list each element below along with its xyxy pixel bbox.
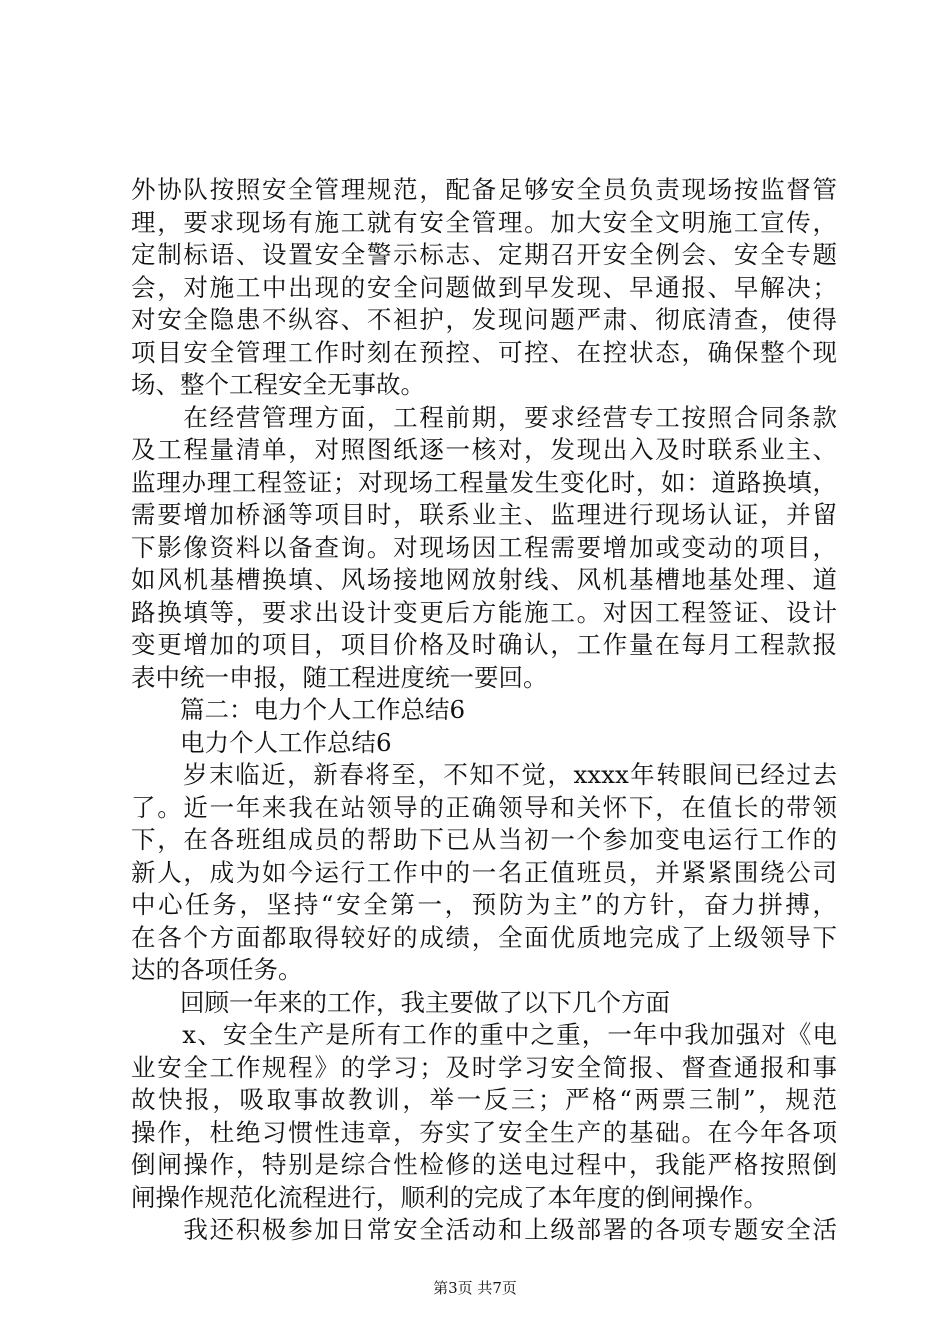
text-line: 故快报，吸取事故教训，举一反三；严格“两票三制”，规范	[131, 1085, 837, 1114]
text-line: 变更增加的项目，项目价格及时确认，工作量在每月工程款报	[131, 630, 837, 659]
text-line: 下，在各班组成员的帮助下已从当初一个参加变电运行工作的	[131, 825, 837, 854]
text-line: 电力个人工作总结6	[131, 727, 392, 757]
text-line: 岁末临近，新春将至，不知不觉，xxxx年转眼间已经过去	[131, 760, 837, 789]
text-line: 理，要求现场有施工就有安全管理。加大安全文明施工宣传，	[131, 207, 837, 237]
text-line: 操作，杜绝习惯性违章，夯实了安全生产的基础。在今年各项	[131, 1117, 837, 1147]
text-line: 路换填等，要求出设计变更后方能施工。对因工程签证、设计	[131, 597, 837, 627]
text-line: 表中统一申报，随工程进度统一要回。	[131, 662, 548, 692]
text-line: 在各个方面都取得较好的成绩，全面优质地完成了上级领导下	[131, 922, 837, 952]
text-line: 对安全隐患不纵容、不袒护，发现问题严肃、彻底清查，使得	[131, 305, 837, 334]
text-line: 下影像资料以备查询。对现场因工程需要增加或变动的项目，	[131, 532, 837, 562]
text-line: 项目安全管理工作时刻在预控、可控、在控状态，确保整个现	[131, 337, 837, 367]
text-line: 需要增加桥涵等项目时，联系业主、监理进行现场认证，并留	[131, 500, 837, 529]
text-line: 业安全工作规程》的学习；及时学习安全简报、督查通报和事	[131, 1052, 837, 1082]
text-line: x、安全生产是所有工作的重中之重，一年中我加强对《电	[131, 1020, 837, 1049]
text-line: 在经营管理方面，工程前期，要求经营专工按照合同条款	[131, 402, 837, 432]
text-line: 回顾一年来的工作，我主要做了以下几个方面	[131, 987, 670, 1017]
text-line: 新人，成为如今运行工作中的一名正值班员，并紧紧围绕公司	[131, 857, 837, 887]
text-line: 场、整个工程安全无事故。	[131, 370, 425, 399]
page-footer: 第3页 共7页	[433, 1279, 517, 1297]
text-line: 了。近一年来我在站领导的正确领导和关怀下，在值长的带领	[131, 792, 837, 822]
text-line: 倒闸操作，特别是综合性检修的送电过程中，我能严格按照倒	[131, 1150, 837, 1179]
text-line: 我还积极参加日常安全活动和上级部署的各项专题安全活	[131, 1215, 837, 1244]
text-line: 及工程量清单，对照图纸逐一核对，发现出入及时联系业主、	[131, 435, 837, 464]
body-text	[131, 174, 837, 1247]
text-line: 达的各项任务。	[131, 955, 303, 984]
text-line: 如风机基槽换填、风场接地网放射线、风机基槽地基处理、道	[131, 565, 837, 594]
text-line: 定制标语、设置安全警示标志、定期召开安全例会、安全专题	[131, 240, 837, 269]
text-line: 闸操作规范化流程进行，顺利的完成了本年度的倒闸操作。	[131, 1182, 768, 1212]
text-line: 篇二：电力个人工作总结6	[131, 695, 466, 724]
text-line: 外协队按照安全管理规范，配备足够安全员负责现场按监督管	[131, 175, 837, 204]
text-line: 中心任务，坚持“安全第一，预防为主”的方针，奋力拼搏，	[131, 890, 837, 919]
text-line: 监理办理工程签证；对现场工程量发生变化时，如：道路换填，	[131, 467, 837, 497]
text-line: 会，对施工中出现的安全问题做到早发现、早通报、早解决；	[131, 272, 837, 302]
